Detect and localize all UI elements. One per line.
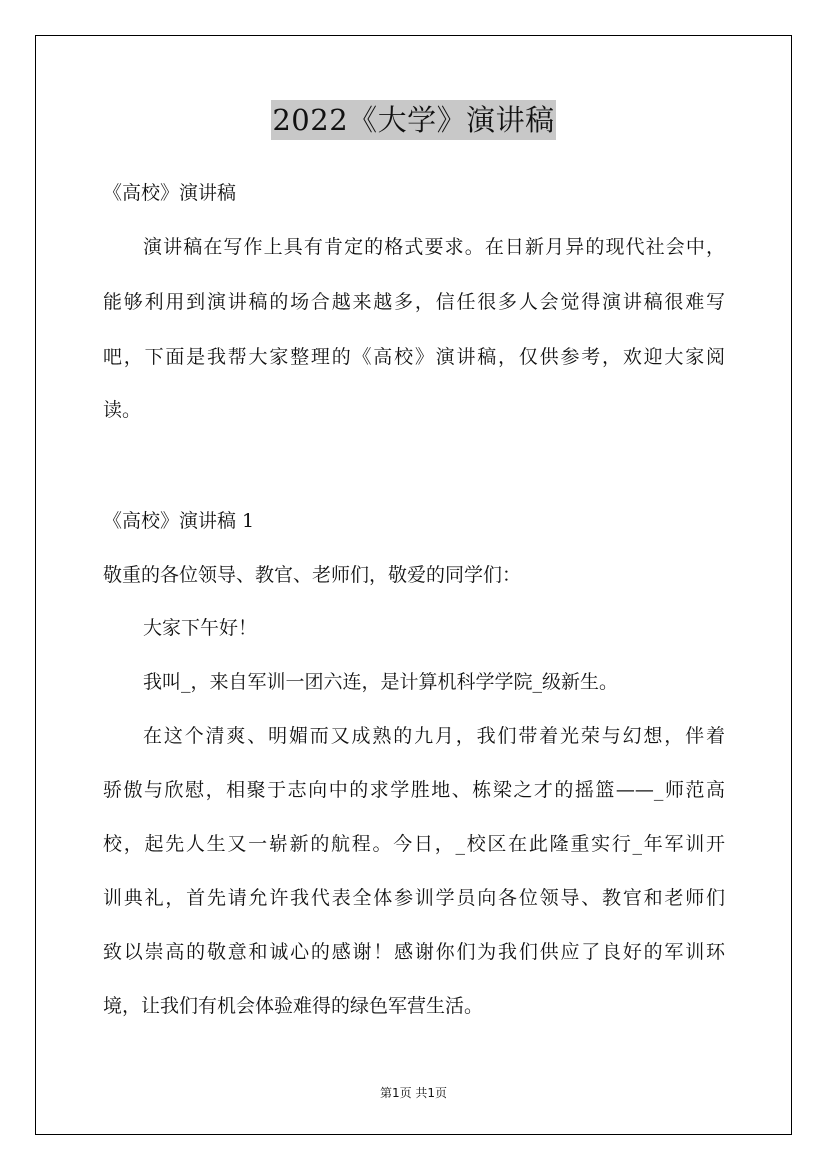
intro-line-2: 能够利用到演讲稿的场合越来越多，信任很多人会觉得演讲稿很难写 <box>103 291 725 313</box>
body-line-3: 校，起先人生又一崭新的航程。今日，_校区在此隆重实行_年军训开 <box>103 833 725 855</box>
body-line-4: 训典礼，首先请允许我代表全体参训学员向各位领导、教官和老师们 <box>103 887 725 909</box>
body-line-6: 境，让我们有机会体验难得的绿色军营生活。 <box>103 995 484 1017</box>
greeting: 大家下午好！ <box>143 617 258 639</box>
body-line-5: 致以崇高的敬意和诚心的感谢！感谢你们为我们供应了良好的军训环 <box>103 941 725 963</box>
title-container <box>0 100 827 140</box>
body-line-2: 骄傲与欣慰，相聚于志向中的求学胜地、栋梁之才的摇篮——_师范高 <box>103 779 725 801</box>
intro-line-1: 演讲稿在写作上具有肯定的格式要求。在日新月异的现代社会中， <box>143 236 725 258</box>
salutation: 敬重的各位领导、教官、老师们，敬爱的同学们： <box>103 564 522 586</box>
page-number-footer: 第1页 共1页 <box>379 1086 448 1100</box>
document-subtitle: 《高校》演讲稿 <box>103 182 237 204</box>
document-title: 2022《大学》演讲稿 <box>271 100 555 140</box>
intro-line-3: 吧，下面是我帮大家整理的《高校》演讲稿，仅供参考，欢迎大家阅 <box>103 346 725 368</box>
self-introduction: 我叫_，来自军训一团六连，是计算机科学学院_级新生。 <box>143 671 619 693</box>
section-heading: 《高校》演讲稿 1 <box>103 510 255 532</box>
intro-line-4: 读。 <box>103 399 142 421</box>
body-line-1: 在这个清爽、明媚而又成熟的九月，我们带着光荣与幻想，伴着 <box>143 725 725 747</box>
